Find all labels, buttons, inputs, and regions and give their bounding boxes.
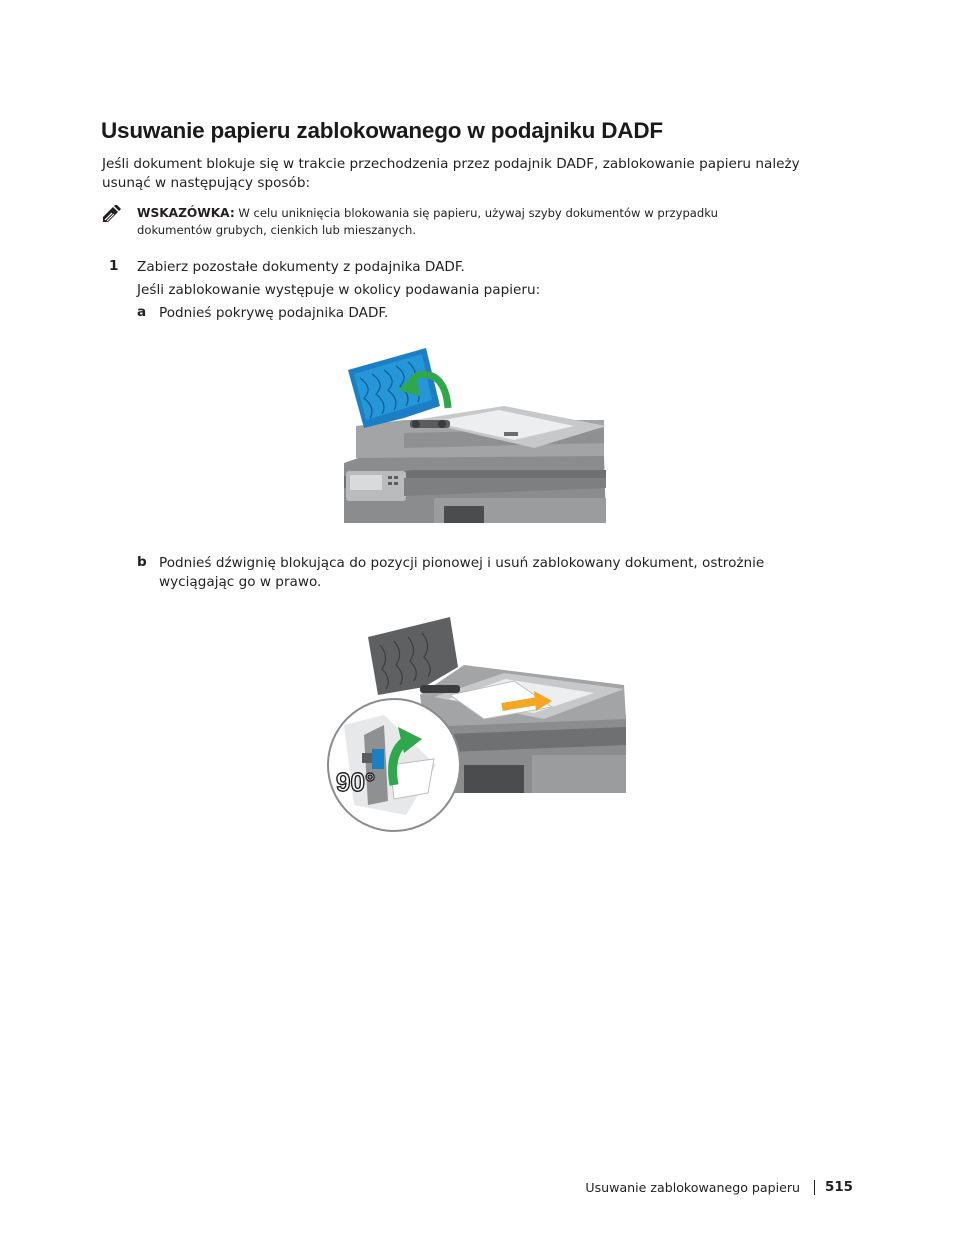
substep-b-letter: b xyxy=(137,554,147,570)
note-text xyxy=(137,205,797,239)
intro-paragraph xyxy=(102,155,862,193)
step-text: Zabierz pozostałe dokumenty z podajnika DADF. xyxy=(137,259,465,275)
dadf-cover-open-illustration xyxy=(344,348,608,523)
footer-section-title: Usuwanie zablokowanego papieru xyxy=(585,1180,801,1195)
note-line-2: dokumentów grubych, cienkich lub mieszanych. xyxy=(137,223,417,237)
intro-line-2: usunąć w następujący sposób: xyxy=(102,175,311,191)
note-line-1: W celu uniknięcia blokowania się papieru, używaj szyby dokumentów w przypadku xyxy=(238,206,718,220)
step-condition: Jeśli zablokowanie występuje w okolicy podawania papieru: xyxy=(137,282,541,298)
step-number: 1 xyxy=(109,258,119,274)
page-title: Usuwanie papieru zablokowanego w podajniku DADF xyxy=(101,118,663,143)
substep-a-text: Podnieś pokrywę podajnika DADF. xyxy=(159,305,389,321)
substep-b-line-1: Podnieś dźwignię blokująca do pozycji pionowej i usuń zablokowany dokument, ostrożnie xyxy=(159,555,765,571)
page-footer xyxy=(585,1180,853,1195)
note-label: WSKAZÓWKA: xyxy=(137,206,235,220)
substep-b-line-2: wyciągając go w prawo. xyxy=(159,574,322,590)
substep-a-letter: a xyxy=(137,304,147,320)
intro-line-1: Jeśli dokument blokuje się w trakcie przechodzenia przez podajnik DADF, zablokowanie papieru należy xyxy=(102,156,800,172)
angle-label: 90° xyxy=(336,767,376,797)
lever-and-document-illustration xyxy=(324,615,628,835)
page-number: 515 xyxy=(825,1180,853,1195)
pencil-note-icon xyxy=(102,205,122,223)
footer-separator xyxy=(814,1180,815,1195)
